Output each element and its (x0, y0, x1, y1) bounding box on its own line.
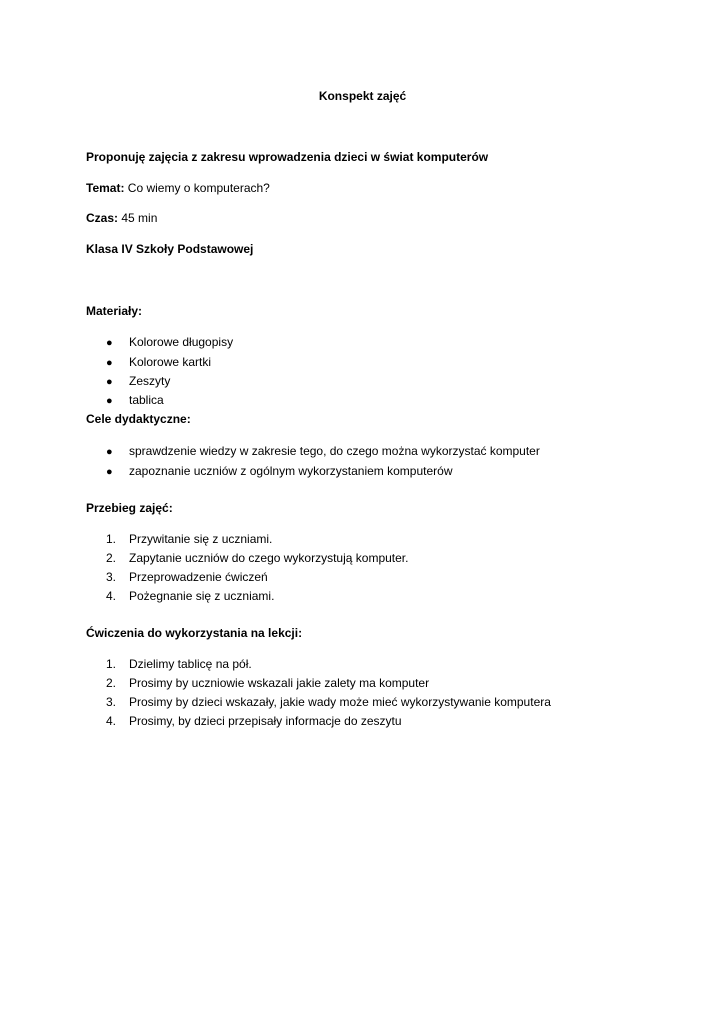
list-item (106, 335, 233, 351)
list-item (106, 695, 551, 710)
list-item-text: Kolorowe długopisy (129, 335, 234, 349)
list-item-text: Prosimy by uczniowie wskazali jakie zalety ma komputer (129, 676, 430, 690)
list-number: 2. (106, 551, 117, 565)
list-item-text: Zapytanie uczniów do czego wykorzystują komputer. (129, 551, 409, 565)
list-item-text: Prosimy by dzieci wskazały, jakie wady może mieć wykorzystywanie komputera (129, 695, 551, 709)
bullet-icon: ● (106, 376, 113, 388)
list-item-text: Pożegnanie się z uczniami. (129, 589, 275, 603)
list-number: 1. (106, 657, 117, 671)
list-item-text: sprawdzenie wiedzy w zakresie tego, do czego można wykorzystać komputer (129, 444, 540, 458)
list-item-text: tablica (129, 393, 164, 407)
list-number: 1. (106, 532, 117, 546)
list-item-text: Zeszyty (129, 374, 171, 388)
bullet-icon: ● (106, 395, 113, 407)
bullet-icon: ● (106, 357, 113, 369)
list-item (106, 374, 170, 390)
document-title: Konspekt zajęć (318, 89, 407, 103)
cwiczenia-heading: Ćwiczenia do wykorzystania na lekcji: (86, 626, 303, 640)
bullet-icon: ● (106, 337, 113, 349)
list-number: 3. (106, 695, 117, 709)
temat-line (86, 181, 270, 196)
materialy-heading: Materiały: (86, 304, 143, 318)
temat-label: Temat: (86, 181, 125, 195)
czas-line (86, 211, 157, 226)
cele-heading: Cele dydaktyczne: (86, 412, 191, 426)
list-item-text: Kolorowe kartki (129, 355, 212, 369)
list-number: 2. (106, 676, 117, 690)
list-item (106, 393, 164, 409)
przebieg-heading: Przebieg zajęć: (86, 501, 173, 515)
list-item (106, 355, 211, 371)
list-item (106, 444, 540, 460)
list-item (106, 464, 452, 480)
list-item-text: Przeprowadzenie ćwiczeń (129, 570, 268, 584)
list-item (106, 657, 252, 672)
list-number: 4. (106, 714, 117, 728)
list-item (106, 589, 274, 604)
czas-label: Czas: (86, 211, 119, 225)
czas-value: 45 min (118, 211, 158, 225)
list-item (106, 551, 408, 566)
list-item (106, 676, 429, 691)
list-item-text: zapoznanie uczniów z ogólnym wykorzystaniem komputerów (129, 464, 453, 478)
list-item-text: Przywitanie się z uczniami. (129, 532, 273, 546)
intro-text: Proponuję zajęcia z zakresu wprowadzenia dzieci w świat komputerów (86, 150, 489, 164)
bullet-icon: ● (106, 446, 113, 458)
klasa-text: Klasa IV Szkoły Podstawowej (86, 242, 254, 256)
list-number: 4. (106, 589, 117, 603)
list-item (106, 532, 272, 547)
list-number: 3. (106, 570, 117, 584)
list-item-text: Prosimy, by dzieci przepisały informacje do zeszytu (129, 714, 402, 728)
temat-value: Co wiemy o komputerach? (124, 181, 270, 195)
list-item (106, 714, 402, 729)
list-item (106, 570, 268, 585)
bullet-icon: ● (106, 466, 113, 478)
list-item-text: Dzielimy tablicę na pół. (129, 657, 252, 671)
